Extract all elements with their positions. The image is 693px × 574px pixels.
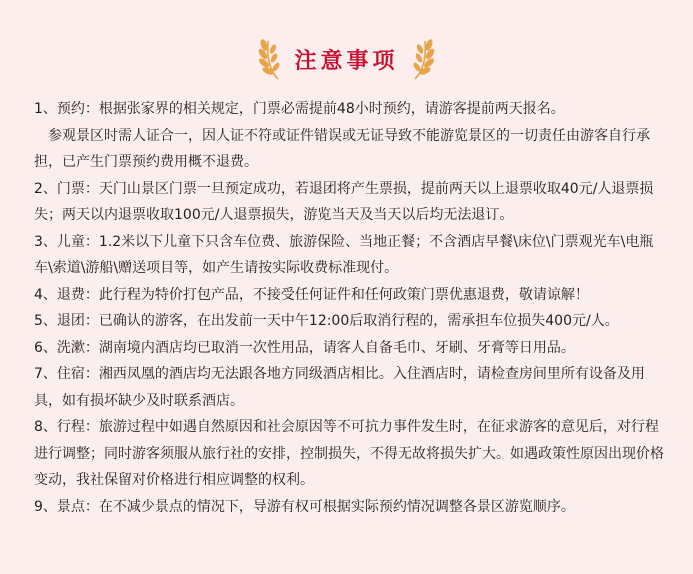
notice-item-children: 3、儿童：1.2米以下儿童下只含车位费、旅游保险、当地正餐；不含酒店早餐\床位\门票观光车\电瓶车\索道\游船\赠送项目等，如产生请按实际收费标准现付。 xyxy=(34,233,654,276)
notice-item-cancellation: 5、退团：已确认的游客，在出发前一天中午12:00后取消行程的，需承担车位损失400元/人。 xyxy=(34,313,619,329)
notice-list xyxy=(34,96,664,520)
notice-item-tickets: 2、门票：天门山景区门票一旦预定成功，若退团将产生票损，提前两天以上退票收取40元/人退票损失；两天以内退票收取100元/人退票损失，游览当天及当天以后均无法退订。 xyxy=(34,180,654,223)
notice-item-id-requirement: 参观景区时需人证合一，因人证不符或证件错误或无证导致不能游览景区的一切责任由游客自行承担，已产生门票预约费用概不退费。 xyxy=(34,127,650,170)
notice-item-booking: 1、预约：根据张家界的相关规定，门票必需提前48小时预约，请游客提前两天报名。 xyxy=(34,101,565,117)
notice-item-toiletries: 6、洗漱：湖南境内酒店均已取消一次性用品，请客人自备毛巾、牙刷、牙膏等日用品。 xyxy=(34,339,575,356)
laurel-left-icon xyxy=(258,37,284,81)
notice-item-refund: 4、退费：此行程为特价打包产品，不接受任何证件和任何政策门票优惠退费，敬请谅解！ xyxy=(34,286,589,303)
laurel-right-icon xyxy=(409,37,435,81)
notice-item-accommodation: 7、住宿：湘西凤凰的酒店均无法跟各地方同级酒店相比。入住酒店时，请检查房间里所有设备及用具，如有损坏缺少及时联系酒店。 xyxy=(34,366,645,409)
page-title: 注意事项 xyxy=(294,47,399,74)
notice-item-itinerary: 8、行程：旅游过程中如遇自然原因和社会原因等不可抗力事件发生时，在征求游客的意见后，对行程进行调整；同时游客须服从旅行社的安排，控制损失，不得无故将损失扩大。如遇政策性原因出现价格变动，我社保留对价格进行相应调整的权利。 xyxy=(34,419,664,488)
notice-header xyxy=(0,34,693,84)
notice-item-attractions: 9、景点：在不减少景点的情况下，导游有权可根据实际预约情况调整各景区游览顺序。 xyxy=(34,498,575,515)
